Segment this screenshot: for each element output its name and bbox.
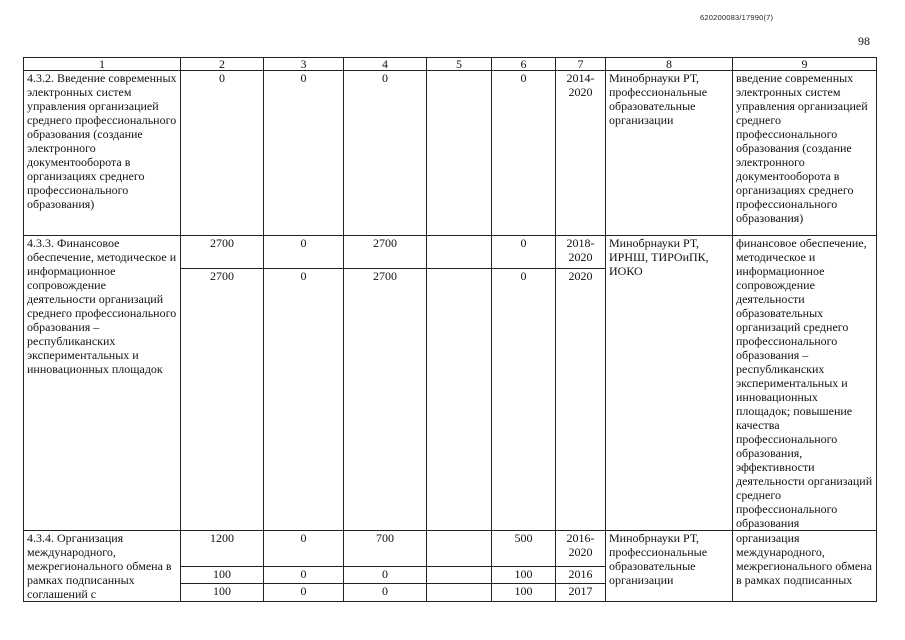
executor-cell: Минобрнауки РТ, профессиональные образовательные организации: [606, 531, 733, 602]
total-cell: 100: [181, 584, 264, 602]
regional-cell: 700: [344, 531, 427, 567]
regional-cell: 0: [344, 566, 427, 584]
period-cell: 2017: [556, 584, 606, 602]
column-number: 8: [606, 58, 733, 71]
period-cell: 2018-2020: [556, 236, 606, 269]
total-cell: 2700: [181, 236, 264, 269]
local-cell: [427, 236, 492, 269]
table-row: [24, 236, 877, 269]
federal-cell: 0: [264, 584, 344, 602]
total-cell: 100: [181, 566, 264, 584]
executor-cell: Минобрнауки РТ, профессиональные образовательные организации: [606, 71, 733, 236]
period-cell: 2014-2020: [556, 71, 606, 236]
result-cell: финансовое обеспечение, методическое и информационное сопровождение деятельности образовательных организаций среднего профессионального образования – республиканских экспериментальных и инновационных площадок; повышение качества профессионального образования, эффективности деятельности организаций среднего профессионального образования: [733, 236, 877, 531]
column-number-row: [24, 58, 877, 71]
federal-cell: 0: [264, 566, 344, 584]
federal-cell: 0: [264, 236, 344, 269]
measure-name: 4.3.3. Финансовое обеспечение, методическое и информационное сопровождение деятельности организаций среднего профессионального образования – республиканских экспериментальных и инновационных площадок: [24, 236, 181, 531]
measure-name: 4.3.4. Организация международного, межрегионального обмена в рамках подписанных соглашений с: [24, 531, 181, 602]
column-number: 9: [733, 58, 877, 71]
federal-cell: 0: [264, 71, 344, 236]
local-cell: [427, 269, 492, 531]
column-number: 2: [181, 58, 264, 71]
period-cell: 2016: [556, 566, 606, 584]
local-cell: [427, 71, 492, 236]
regional-cell: 0: [344, 71, 427, 236]
regional-cell: 2700: [344, 236, 427, 269]
total-cell: 1200: [181, 531, 264, 567]
column-number: 5: [427, 58, 492, 71]
period-cell: 2016-2020: [556, 531, 606, 567]
result-cell: введение современных электронных систем управления организацией среднего профессионального образования (создание электронного документооборота в организациях среднего профессионального образования): [733, 71, 877, 236]
table-row: [24, 71, 877, 236]
table-row: [24, 531, 877, 567]
executor-cell: Минобрнауки РТ, ИРНШ, ТИРОиПК, ИОКО: [606, 236, 733, 531]
column-number: 1: [24, 58, 181, 71]
local-cell: [427, 531, 492, 567]
total-cell: 0: [181, 71, 264, 236]
other-cell: 0: [492, 71, 556, 236]
local-cell: [427, 584, 492, 602]
other-cell: 0: [492, 236, 556, 269]
column-number: 3: [264, 58, 344, 71]
regional-cell: 0: [344, 584, 427, 602]
other-cell: 100: [492, 566, 556, 584]
other-cell: 500: [492, 531, 556, 567]
page-number: 98: [858, 34, 870, 48]
measure-name: 4.3.2. Введение современных электронных систем управления организацией среднего профессионального образования (создание электронного документооборота в организациях среднего профессионального образования): [24, 71, 181, 236]
column-number: 6: [492, 58, 556, 71]
federal-cell: 0: [264, 531, 344, 567]
regional-cell: 2700: [344, 269, 427, 531]
local-cell: [427, 566, 492, 584]
column-number: 4: [344, 58, 427, 71]
federal-cell: 0: [264, 269, 344, 531]
document-id: 620200083/17990(7): [700, 13, 774, 22]
column-number: 7: [556, 58, 606, 71]
period-cell: 2020: [556, 269, 606, 531]
result-cell: организация международного, межрегионального обмена в рамках подписанных: [733, 531, 877, 602]
total-cell: 2700: [181, 269, 264, 531]
other-cell: 0: [492, 269, 556, 531]
program-table: [23, 57, 877, 602]
other-cell: 100: [492, 584, 556, 602]
